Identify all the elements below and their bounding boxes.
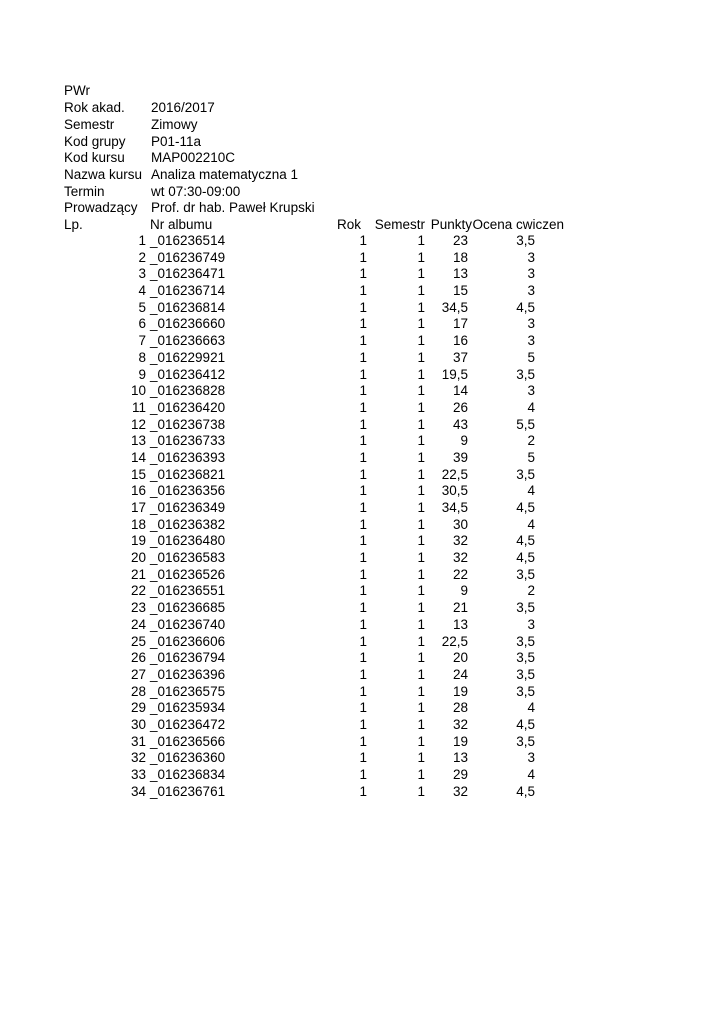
row-number: 14 xyxy=(130,449,146,465)
year-value: 1 xyxy=(359,700,367,716)
album-number: _016235934 xyxy=(150,700,226,716)
year-value: 1 xyxy=(359,399,367,415)
year-value: 1 xyxy=(359,299,367,315)
semester-value: 1 xyxy=(417,516,425,532)
semester-value: 1 xyxy=(417,333,425,349)
album-number: _016236606 xyxy=(150,633,226,649)
album-number: _016236814 xyxy=(150,299,226,315)
semester-value: 1 xyxy=(417,633,425,649)
album-number: _016236660 xyxy=(150,316,226,332)
grade-value: 4 xyxy=(527,516,535,532)
points-value: 26 xyxy=(452,399,468,415)
album-number: _016236583 xyxy=(150,550,226,566)
grade-value: 4,5 xyxy=(516,533,535,549)
points-value: 9 xyxy=(460,583,468,599)
row-number: 19 xyxy=(130,533,146,549)
semester-value: 1 xyxy=(417,399,425,415)
table-row xyxy=(0,400,725,417)
year-value: 1 xyxy=(359,233,367,248)
row-number: 22 xyxy=(130,583,146,599)
row-number: 16 xyxy=(130,483,146,499)
year-value: 1 xyxy=(359,449,367,465)
year-value: 1 xyxy=(359,666,367,682)
column-header-album: Nr albumu xyxy=(150,217,213,232)
table-row xyxy=(0,634,725,651)
points-value: 19 xyxy=(452,683,468,699)
table-row xyxy=(0,750,725,767)
points-value: 9 xyxy=(460,433,468,449)
row-number: 31 xyxy=(130,733,146,749)
field-label: Nazwa kursu xyxy=(64,167,143,182)
table-row xyxy=(0,533,725,550)
year-value: 1 xyxy=(359,750,367,766)
album-number: _016236749 xyxy=(150,249,226,265)
grade-value: 4 xyxy=(527,483,535,499)
points-value: 39 xyxy=(452,449,468,465)
field-label: Rok akad. xyxy=(64,100,125,115)
semester-value: 1 xyxy=(417,600,425,616)
row-number: 26 xyxy=(130,650,146,666)
year-value: 1 xyxy=(359,383,367,399)
semester-value: 1 xyxy=(417,616,425,632)
table-row xyxy=(0,316,725,333)
grade-value: 3 xyxy=(527,266,535,282)
row-number: 1 xyxy=(138,233,146,248)
points-value: 16 xyxy=(452,333,468,349)
table-row xyxy=(0,383,725,400)
semester-value: 1 xyxy=(417,383,425,399)
semester-value: 1 xyxy=(417,416,425,432)
year-value: 1 xyxy=(359,683,367,699)
album-number: _016236733 xyxy=(150,433,226,449)
row-number: 20 xyxy=(130,550,146,566)
points-value: 13 xyxy=(452,616,468,632)
year-value: 1 xyxy=(359,516,367,532)
table-row xyxy=(0,283,725,300)
semester-value: 1 xyxy=(417,266,425,282)
grade-value: 3,5 xyxy=(516,600,535,616)
semester-value: 1 xyxy=(417,700,425,716)
table-row xyxy=(0,433,725,450)
grade-value: 3 xyxy=(527,283,535,299)
table-row xyxy=(0,417,725,434)
row-number: 5 xyxy=(138,299,146,315)
points-value: 18 xyxy=(452,249,468,265)
album-number: _016236821 xyxy=(150,466,226,482)
column-header-semester: Semestr xyxy=(374,217,425,232)
row-number: 2 xyxy=(138,249,146,265)
header-row-term xyxy=(64,183,464,200)
field-value: wt 07:30-09:00 xyxy=(151,184,241,199)
row-number: 9 xyxy=(138,366,146,382)
semester-value: 1 xyxy=(417,550,425,566)
grade-value: 3,5 xyxy=(516,733,535,749)
table-row xyxy=(0,717,725,734)
row-number: 28 xyxy=(130,683,146,699)
semester-value: 1 xyxy=(417,767,425,782)
semester-value: 1 xyxy=(417,349,425,365)
album-number: _016236740 xyxy=(150,616,226,632)
grade-value: 4,5 xyxy=(516,550,535,566)
album-number: _016236738 xyxy=(150,416,226,432)
album-number: _016236714 xyxy=(150,283,226,299)
table-row xyxy=(0,233,725,250)
grade-value: 4,5 xyxy=(516,500,535,515)
year-value: 1 xyxy=(359,316,367,332)
semester-value: 1 xyxy=(417,683,425,699)
album-number: _016236382 xyxy=(150,516,226,532)
album-number: _016236393 xyxy=(150,449,226,465)
semester-value: 1 xyxy=(417,500,425,515)
semester-value: 1 xyxy=(417,366,425,382)
table-row xyxy=(0,367,725,384)
year-value: 1 xyxy=(359,733,367,749)
field-value: Zimowy xyxy=(151,117,198,132)
album-number: _016236356 xyxy=(150,483,226,499)
row-number: 15 xyxy=(130,466,146,482)
row-number: 27 xyxy=(130,666,146,682)
points-value: 30,5 xyxy=(441,483,468,499)
year-value: 1 xyxy=(359,533,367,549)
semester-value: 1 xyxy=(417,449,425,465)
semester-value: 1 xyxy=(417,249,425,265)
semester-value: 1 xyxy=(417,716,425,732)
field-value: Prof. dr hab. Paweł Krupski xyxy=(151,200,315,215)
grade-value: 5,5 xyxy=(516,416,535,432)
points-value: 37 xyxy=(452,349,468,365)
grade-value: 4 xyxy=(527,767,535,782)
grade-value: 3,5 xyxy=(516,683,535,699)
album-number: _016236794 xyxy=(150,650,226,666)
semester-value: 1 xyxy=(417,666,425,682)
table-row xyxy=(0,500,725,517)
year-value: 1 xyxy=(359,433,367,449)
grade-value: 3 xyxy=(527,383,535,399)
year-value: 1 xyxy=(359,333,367,349)
row-number: 23 xyxy=(130,600,146,616)
row-number: 21 xyxy=(130,566,146,582)
row-number: 34 xyxy=(130,783,146,799)
album-number: _016236471 xyxy=(150,266,226,282)
header-row-semester xyxy=(64,116,464,133)
points-value: 22 xyxy=(452,566,468,582)
grade-value: 3,5 xyxy=(516,466,535,482)
grade-value: 3,5 xyxy=(516,233,535,248)
grade-value: 3,5 xyxy=(516,650,535,666)
year-value: 1 xyxy=(359,249,367,265)
field-value: P01-11a xyxy=(151,134,202,149)
points-value: 14 xyxy=(452,383,468,399)
table-row xyxy=(0,467,725,484)
row-number: 10 xyxy=(130,383,146,399)
header-row-academic-year xyxy=(64,99,464,116)
table-row xyxy=(0,350,725,367)
year-value: 1 xyxy=(359,283,367,299)
points-value: 32 xyxy=(452,716,468,732)
album-number: _016236480 xyxy=(150,533,226,549)
table-row xyxy=(0,266,725,283)
grade-value: 3,5 xyxy=(516,366,535,382)
semester-value: 1 xyxy=(417,283,425,299)
grade-value: 3 xyxy=(527,333,535,349)
year-value: 1 xyxy=(359,633,367,649)
album-number: _016236575 xyxy=(150,683,226,699)
row-number: 17 xyxy=(130,500,146,515)
year-value: 1 xyxy=(359,767,367,782)
header-row-lecturer xyxy=(64,199,464,216)
album-number: _016236526 xyxy=(150,566,226,582)
year-value: 1 xyxy=(359,783,367,799)
row-number: 6 xyxy=(138,316,146,332)
year-value: 1 xyxy=(359,349,367,365)
table-row xyxy=(0,450,725,467)
grade-value: 4,5 xyxy=(516,716,535,732)
table-row xyxy=(0,583,725,600)
points-value: 30 xyxy=(452,516,468,532)
points-value: 32 xyxy=(452,533,468,549)
row-number: 13 xyxy=(130,433,146,449)
row-number: 32 xyxy=(130,750,146,766)
field-label: Termin xyxy=(64,184,105,199)
table-row xyxy=(0,483,725,500)
year-value: 1 xyxy=(359,566,367,582)
header-row-course-code xyxy=(64,149,464,166)
student-table-body xyxy=(0,233,725,800)
points-value: 23 xyxy=(452,233,468,248)
year-value: 1 xyxy=(359,466,367,482)
semester-value: 1 xyxy=(417,466,425,482)
album-number: _016236514 xyxy=(150,233,226,248)
points-value: 34,5 xyxy=(441,299,468,315)
row-number: 30 xyxy=(130,716,146,732)
header-row-course-name xyxy=(64,166,464,183)
table-row xyxy=(0,550,725,567)
table-row xyxy=(0,517,725,534)
column-header-lp: Lp. xyxy=(64,217,83,232)
row-number: 18 xyxy=(130,516,146,532)
grade-value: 2 xyxy=(527,433,535,449)
points-value: 13 xyxy=(452,266,468,282)
year-value: 1 xyxy=(359,583,367,599)
table-row xyxy=(0,567,725,584)
grade-value: 4,5 xyxy=(516,299,535,315)
column-header-year: Rok xyxy=(336,217,361,232)
semester-value: 1 xyxy=(417,316,425,332)
table-row xyxy=(0,250,725,267)
album-number: _016236761 xyxy=(150,783,226,799)
year-value: 1 xyxy=(359,616,367,632)
year-value: 1 xyxy=(359,266,367,282)
semester-value: 1 xyxy=(417,566,425,582)
semester-value: 1 xyxy=(417,733,425,749)
grade-value: 5 xyxy=(527,449,535,465)
points-value: 32 xyxy=(452,783,468,799)
table-row xyxy=(0,300,725,317)
grade-value: 4,5 xyxy=(516,783,535,799)
table-row xyxy=(0,700,725,717)
points-value: 28 xyxy=(452,700,468,716)
field-value: MAP002210C xyxy=(151,150,236,165)
row-number: 33 xyxy=(130,767,146,782)
column-header-grade: Ocena cwiczen xyxy=(472,217,564,232)
points-value: 15 xyxy=(452,283,468,299)
album-number: _016236396 xyxy=(150,666,226,682)
field-value: 2016/2017 xyxy=(151,100,215,115)
points-value: 22,5 xyxy=(441,466,468,482)
album-number: _016236828 xyxy=(150,383,226,399)
column-header-points: Punkty xyxy=(430,217,472,232)
points-value: 34,5 xyxy=(441,500,468,515)
points-value: 29 xyxy=(452,767,468,782)
row-number: 3 xyxy=(138,266,146,282)
album-number: _016236349 xyxy=(150,500,226,515)
semester-value: 1 xyxy=(417,483,425,499)
grade-value: 3,5 xyxy=(516,566,535,582)
points-value: 13 xyxy=(452,750,468,766)
album-number: _016236566 xyxy=(150,733,226,749)
album-number: _016236360 xyxy=(150,750,226,766)
grade-value: 2 xyxy=(527,583,535,599)
year-value: 1 xyxy=(359,366,367,382)
field-label: Prowadzący xyxy=(64,200,138,215)
table-row xyxy=(0,734,725,751)
points-value: 21 xyxy=(452,600,468,616)
header-row-group-code xyxy=(64,133,464,150)
grade-value: 3 xyxy=(527,750,535,766)
row-number: 11 xyxy=(131,399,146,415)
semester-value: 1 xyxy=(417,433,425,449)
year-value: 1 xyxy=(359,483,367,499)
table-row xyxy=(0,600,725,617)
points-value: 24 xyxy=(452,666,468,682)
row-number: 7 xyxy=(138,333,146,349)
points-value: 20 xyxy=(452,650,468,666)
row-number: 12 xyxy=(130,416,146,432)
album-number: _016236551 xyxy=(150,583,226,599)
album-number: _016236685 xyxy=(150,600,226,616)
field-label: Kod grupy xyxy=(64,134,126,149)
year-value: 1 xyxy=(359,650,367,666)
album-number: _016229921 xyxy=(150,349,226,365)
album-number: _016236663 xyxy=(150,333,226,349)
org-label: PWr xyxy=(64,83,90,98)
semester-value: 1 xyxy=(417,750,425,766)
grade-value: 3 xyxy=(527,316,535,332)
grade-value: 3,5 xyxy=(516,633,535,649)
album-number: _016236834 xyxy=(150,767,226,782)
semester-value: 1 xyxy=(417,533,425,549)
org-name xyxy=(64,82,464,99)
table-row xyxy=(0,617,725,634)
year-value: 1 xyxy=(359,416,367,432)
table-row xyxy=(0,784,725,801)
grade-value: 3,5 xyxy=(516,666,535,682)
row-number: 4 xyxy=(138,283,146,299)
semester-value: 1 xyxy=(417,783,425,799)
album-number: _016236420 xyxy=(150,399,226,415)
row-number: 29 xyxy=(130,700,146,716)
year-value: 1 xyxy=(359,716,367,732)
semester-value: 1 xyxy=(417,650,425,666)
table-row xyxy=(0,333,725,350)
grade-value: 3 xyxy=(527,249,535,265)
field-label: Kod kursu xyxy=(64,150,125,165)
grade-value: 5 xyxy=(527,349,535,365)
field-label: Semestr xyxy=(64,117,115,132)
table-row xyxy=(0,684,725,701)
year-value: 1 xyxy=(359,550,367,566)
points-value: 17 xyxy=(452,316,468,332)
points-value: 19 xyxy=(452,733,468,749)
points-value: 22,5 xyxy=(441,633,468,649)
album-number: _016236472 xyxy=(150,716,226,732)
year-value: 1 xyxy=(359,600,367,616)
row-number: 8 xyxy=(138,349,146,365)
grade-value: 3 xyxy=(527,616,535,632)
album-number: _016236412 xyxy=(150,366,226,382)
grade-value: 4 xyxy=(527,700,535,716)
row-number: 25 xyxy=(130,633,146,649)
points-value: 32 xyxy=(452,550,468,566)
semester-value: 1 xyxy=(417,583,425,599)
table-row xyxy=(0,767,725,784)
semester-value: 1 xyxy=(417,299,425,315)
grade-value: 4 xyxy=(527,399,535,415)
year-value: 1 xyxy=(359,500,367,515)
points-value: 43 xyxy=(452,416,468,432)
row-number: 24 xyxy=(130,616,146,632)
field-value: Analiza matematyczna 1 xyxy=(151,167,299,182)
points-value: 19,5 xyxy=(441,366,468,382)
table-row xyxy=(0,667,725,684)
table-row xyxy=(0,650,725,667)
semester-value: 1 xyxy=(417,233,425,248)
